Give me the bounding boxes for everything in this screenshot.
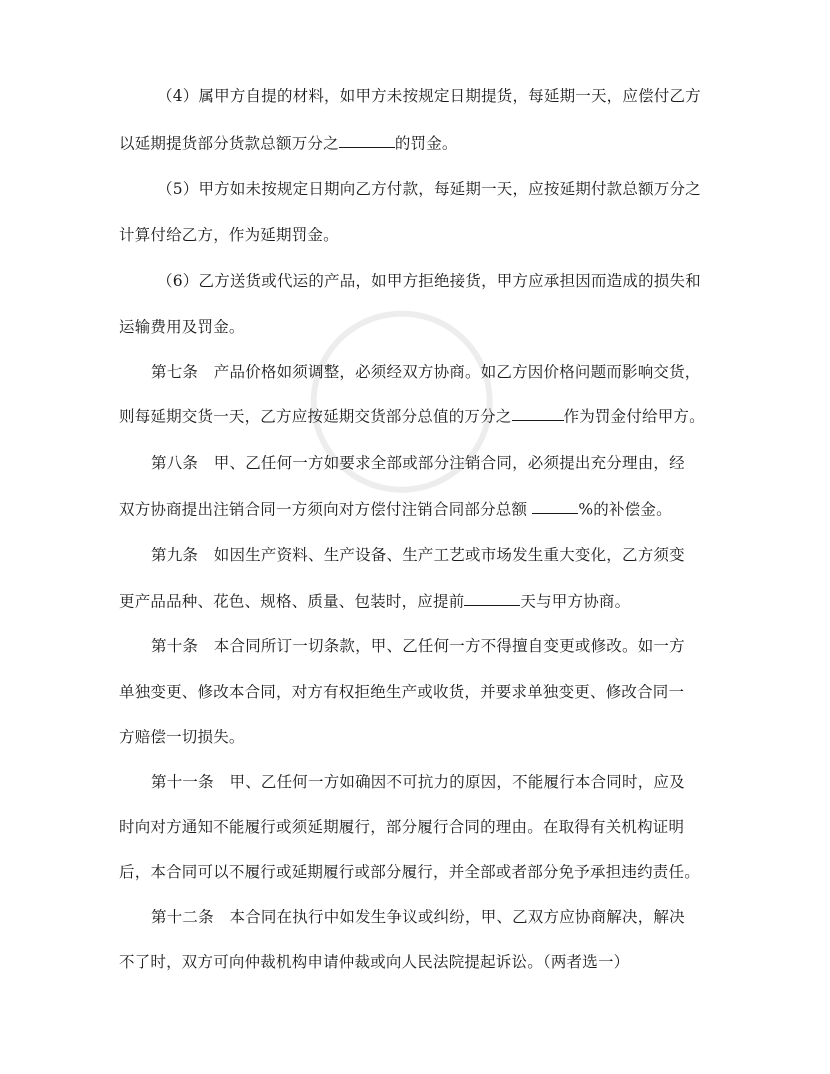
text-line: 运输费用及罚金。	[119, 318, 245, 336]
text-line: 计算付给乙方，作为延期罚金。	[119, 226, 339, 244]
watermark-ring	[276, 276, 527, 527]
text-line: 后，本合同可以不履行或延期履行或部分履行，并全部或者部分免予承担违约责任。	[119, 863, 700, 881]
text-line: 则每延期交货一天，乙方应按延期交货部分总值的万分之 作为罚金付给甲方。	[119, 404, 705, 426]
text-line: （5）甲方如未按规定日期向乙方付款，每延期一天，应按延期付款总额万分之	[157, 180, 701, 198]
fill-in-blank	[532, 497, 578, 514]
watermark-logo	[267, 276, 593, 583]
text-line: 单独变更、修改本合同，对方有权拒绝生产或收货，并要求单独变更、修改合同一	[119, 683, 685, 701]
text-line: 第十二条 本合同在执行中如发生争议或纠纷，甲、乙双方应协商解决，解决	[151, 908, 685, 926]
fill-in-blank	[339, 131, 395, 148]
fill-in-blank	[464, 589, 520, 606]
text-line: 方赔偿一切损失。	[119, 728, 245, 746]
text-line: 第九条 如因生产资料、生产设备、生产工艺或市场发生重大变化，乙方须变	[151, 546, 685, 564]
text-line: 第七条 产品价格如须调整，必须经双方协商。如乙方因价格问题而影响交货，	[151, 363, 701, 381]
text-line: 不了时，双方可向仲裁机构申请仲裁或向人民法院提起诉讼。（两者选一）	[119, 953, 630, 971]
text-line: 以延期提货部分货款总额万分之 的罚金。	[119, 131, 458, 153]
text-line: （6）乙方送货或代运的产品，如甲方拒绝接货，甲方应承担因而造成的损失和	[157, 272, 701, 290]
text-line: （4）属甲方自提的材料，如甲方未按规定日期提货，每延期一天，应偿付乙方	[157, 87, 701, 105]
text-line: 双方协商提出注销合同一方须向对方偿付注销合同部分总额 %的补偿金。	[119, 497, 672, 519]
text-line: 第十条 本合同所订一切条款，甲、乙任何一方不得擅自变更或修改。如一方	[151, 637, 685, 655]
text-line: 时向对方通知不能履行或须延期履行，部分履行合同的理由。在取得有关机构证明	[119, 818, 685, 836]
text-line: 第八条 甲、乙任何一方如要求全部或部分注销合同，必须提出充分理由，经	[151, 454, 685, 472]
text-line: 更产品品种、花色、规格、质量、包装时，应提前 天与甲方协商。	[119, 589, 630, 611]
fill-in-blank	[512, 404, 564, 421]
text-line: 第十一条 甲、乙任何一方如确因不可抗力的原因，不能履行本合同时，应及	[151, 773, 685, 791]
